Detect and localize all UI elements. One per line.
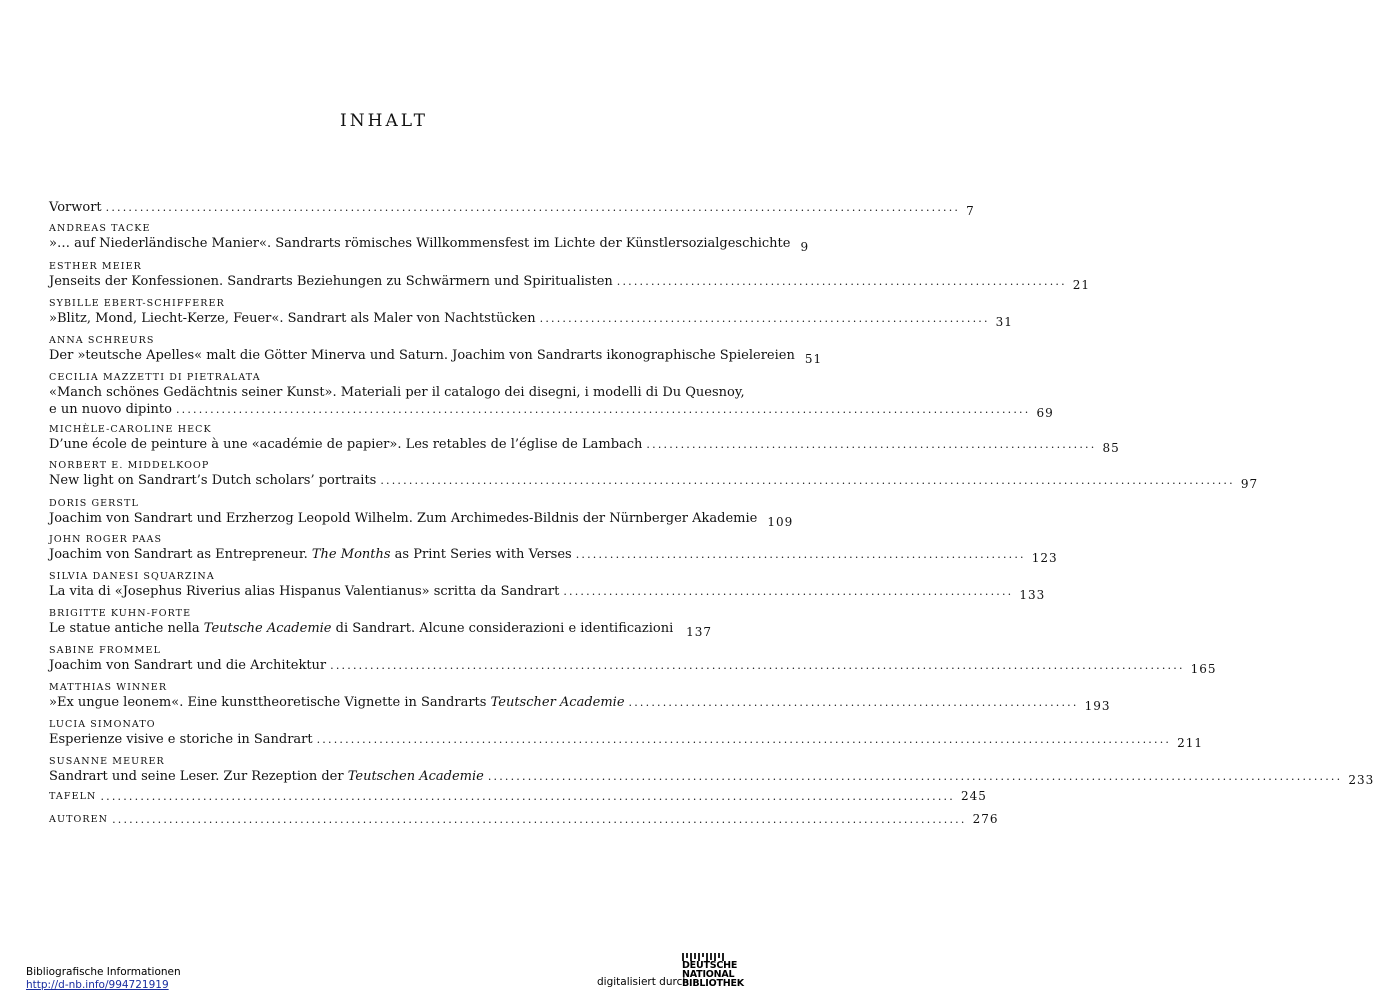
toc-author: ANNA SCHREURS	[49, 335, 155, 346]
toc-entry-title-line: e un nuovo dipinto	[49, 402, 172, 417]
toc-author: CECILIA MAZZETTI DI PIETRALATA	[49, 372, 261, 383]
toc-author: MATTHIAS WINNER	[49, 682, 168, 693]
bibliographic-info	[26, 966, 181, 992]
toc-entry-winner: MATTHIAS WINNER »Ex ungue leonem«. Eine kunsttheoretische Vignette in Sandrarts Teutscher Academie ............................................................................... 193	[49, 682, 1111, 713]
toc-author: NORBERT E. MIDDELKOOP	[49, 460, 210, 471]
toc-page-number: 165	[1190, 662, 1217, 676]
toc-page-number: 137	[686, 625, 712, 639]
italic-title: Teutsche Academie	[203, 621, 332, 636]
toc-entry-gerstl	[49, 498, 794, 529]
toc-entry-tafeln: TAFELN ...................................................................................................................................................... 245	[49, 789, 987, 803]
toc-entry-title: AUTOREN	[49, 814, 109, 825]
toc-entry-title: Joachim von Sandrart und Erzherzog Leopold Wilhelm. Zum Archimedes-Bildnis der Nürnberger Akademie	[49, 511, 758, 526]
toc-page-number: 123	[1031, 551, 1058, 565]
toc-entry-title: Vorwort	[49, 200, 102, 215]
toc-page-number: 9	[800, 240, 810, 254]
dnb-logo	[682, 953, 748, 989]
toc-entry-title: TAFELN	[49, 791, 97, 802]
toc-entry-simonato: LUCIA SIMONATO Esperienze visive e storiche in Sandrart ...................................................................................................................................................... 211	[49, 719, 1204, 750]
toc-entry-middelkoop: NORBERT E. MIDDELKOOP New light on Sandrart’s Dutch scholars’ portraits ...................................................................................................................................................... 97	[49, 460, 1259, 491]
toc-page-number: 97	[1240, 477, 1259, 491]
toc-author: MICHÈLE-CAROLINE HECK	[49, 424, 212, 435]
toc-author: JOHN ROGER PAAS	[49, 534, 163, 545]
digitized-by-label: digitalisiert durch	[597, 976, 690, 988]
toc-entry-title: La vita di «Josephus Riverius alias Hispanus Valentianus» scritta da Sandrart	[49, 584, 560, 599]
toc-page-number: 31	[995, 315, 1013, 329]
italic-title: Teutscher Academie	[490, 695, 625, 710]
toc-page-number: 51	[804, 352, 823, 366]
dnb-logo-line: DEUTSCHE	[682, 960, 738, 971]
toc-entry-title: Le statue antiche nella Teutsche Academie di Sandrart. Alcune considerazioni e identificazioni	[49, 621, 674, 636]
toc-page-number: 211	[1177, 736, 1204, 750]
toc-page-number: 193	[1084, 699, 1111, 713]
toc-entry-frommel: SABINE FROMMEL Joachim von Sandrart und die Architektur ...................................................................................................................................................... 165	[49, 645, 1217, 676]
toc-author: SILVIA DANESI SQUARZINA	[49, 571, 215, 582]
toc-author: SYBILLE EBERT-SCHIFFERER	[49, 298, 225, 309]
toc-entry-kuhn-forte	[49, 608, 712, 637]
italic-title: The Months	[311, 547, 391, 562]
toc-author: ESTHER MEIER	[49, 261, 142, 272]
toc-entry-ebert-schifferer: SYBILLE EBERT-SCHIFFERER »Blitz, Mond, Liecht-Kerze, Feuer«. Sandrart als Maler von Nachtstücken ............................................................................... 31	[49, 298, 1013, 329]
italic-title: Teutschen Academie	[347, 769, 484, 784]
toc-page-number: 133	[1019, 588, 1046, 602]
toc-entry-title-line: «Manch schönes Gedächtnis seiner Kunst». Materiali per il catalogo dei disegni, i modelli di Du Quesnoy,	[49, 385, 745, 400]
dnb-logo-line: NATIONAL	[682, 969, 735, 980]
toc-entry-autoren: AUTOREN ...................................................................................................................................................... 276	[49, 812, 999, 826]
toc-entry-mazzetti: CECILIA MAZZETTI DI PIETRALATA «Manch schönes Gedächtnis seiner Kunst». Materiali per il catalogo dei disegni, i modelli di Du Quesnoy, e un nuovo dipinto ...................................................................................................................................................... 69	[49, 372, 1054, 420]
toc-author: BRIGITTE KUHN-FORTE	[49, 608, 192, 619]
toc-entry-title: Sandrart und seine Leser. Zur Rezeption der Teutschen Academie	[49, 769, 484, 784]
toc-page-number: 85	[1102, 441, 1120, 455]
toc-page-number: 69	[1036, 406, 1054, 420]
dnb-logo-line: BIBLIOTHEK	[682, 978, 744, 989]
toc-entry-tacke	[49, 223, 810, 254]
toc-page-number: 276	[972, 812, 999, 826]
toc-entry-title: »Blitz, Mond, Liecht-Kerze, Feuer«. Sandrart als Maler von Nachtstücken	[49, 311, 536, 326]
toc-entry-meier: ESTHER MEIER Jenseits der Konfessionen. Sandrarts Beziehungen zu Schwärmern und Spiritualisten ............................................................................... 21	[49, 261, 1091, 292]
toc-author: LUCIA SIMONATO	[49, 719, 156, 730]
toc-entry-title: Der »teutsche Apelles« malt die Götter Minerva und Saturn. Joachim von Sandrarts ikonographische Spielereien	[49, 348, 795, 363]
toc-entry-heck: MICHÈLE-CAROLINE HECK D’une école de peinture à une «académie de papier». Les retables de l’église de Lambach ............................................................................... 85	[49, 424, 1120, 455]
toc-entry-title: D’une école de peinture à une «académie de papier». Les retables de l’église de Lambach	[49, 437, 643, 452]
toc-entry-title: »Ex ungue leonem«. Eine kunsttheoretische Vignette in Sandrarts Teutscher Academie	[49, 695, 625, 710]
toc-entry-schreurs	[49, 335, 823, 366]
toc-entry-meurer: SUSANNE MEURER Sandrart und seine Leser. Zur Rezeption der Teutschen Academie ...................................................................................................................................................... 233	[49, 756, 1374, 787]
page-title: INHALT	[340, 111, 428, 131]
toc-entry-paas: JOHN ROGER PAAS Joachim von Sandrart as Entrepreneur. The Months as Print Series with Verses ............................................................................... 123	[49, 534, 1058, 565]
toc-entry-title: Esperienze visive e storiche in Sandrart	[49, 732, 313, 747]
toc-author: SUSANNE MEURER	[49, 756, 165, 767]
bibliographic-info-link[interactable]: http://d-nb.info/994721919	[26, 979, 169, 991]
toc-page-number: 109	[767, 515, 794, 529]
toc-entry-vorwort: Vorwort ...................................................................................................................................................... 7	[49, 200, 975, 218]
toc-page-number: 245	[960, 789, 987, 803]
toc-entry-title: »… auf Niederländische Manier«. Sandrarts römisches Willkommensfest im Lichte der Künstlersozialgeschichte	[49, 236, 791, 251]
toc-entry-danesi-squarzina: SILVIA DANESI SQUARZINA La vita di «Josephus Riverius alias Hispanus Valentianus» scritta da Sandrart ............................................................................... 133	[49, 571, 1046, 602]
toc-author: DORIS GERSTL	[49, 498, 139, 509]
toc-page-number: 21	[1072, 278, 1091, 292]
toc-page-number: 7	[966, 204, 975, 218]
toc-entry-title: Joachim von Sandrart und die Architektur	[49, 658, 327, 673]
toc-author: SABINE FROMMEL	[49, 645, 162, 656]
bibliographic-info-label: Bibliografische Informationen	[26, 966, 181, 978]
toc-entry-title: Joachim von Sandrart as Entrepreneur. The Months as Print Series with Verses	[49, 547, 572, 562]
toc-author: ANDREAS TACKE	[49, 223, 151, 234]
toc-entry-title: Jenseits der Konfessionen. Sandrarts Beziehungen zu Schwärmern und Spiritualisten	[49, 274, 613, 289]
toc-entry-title: New light on Sandrart’s Dutch scholars’ portraits	[49, 473, 377, 488]
toc-page-number: 233	[1348, 773, 1374, 787]
